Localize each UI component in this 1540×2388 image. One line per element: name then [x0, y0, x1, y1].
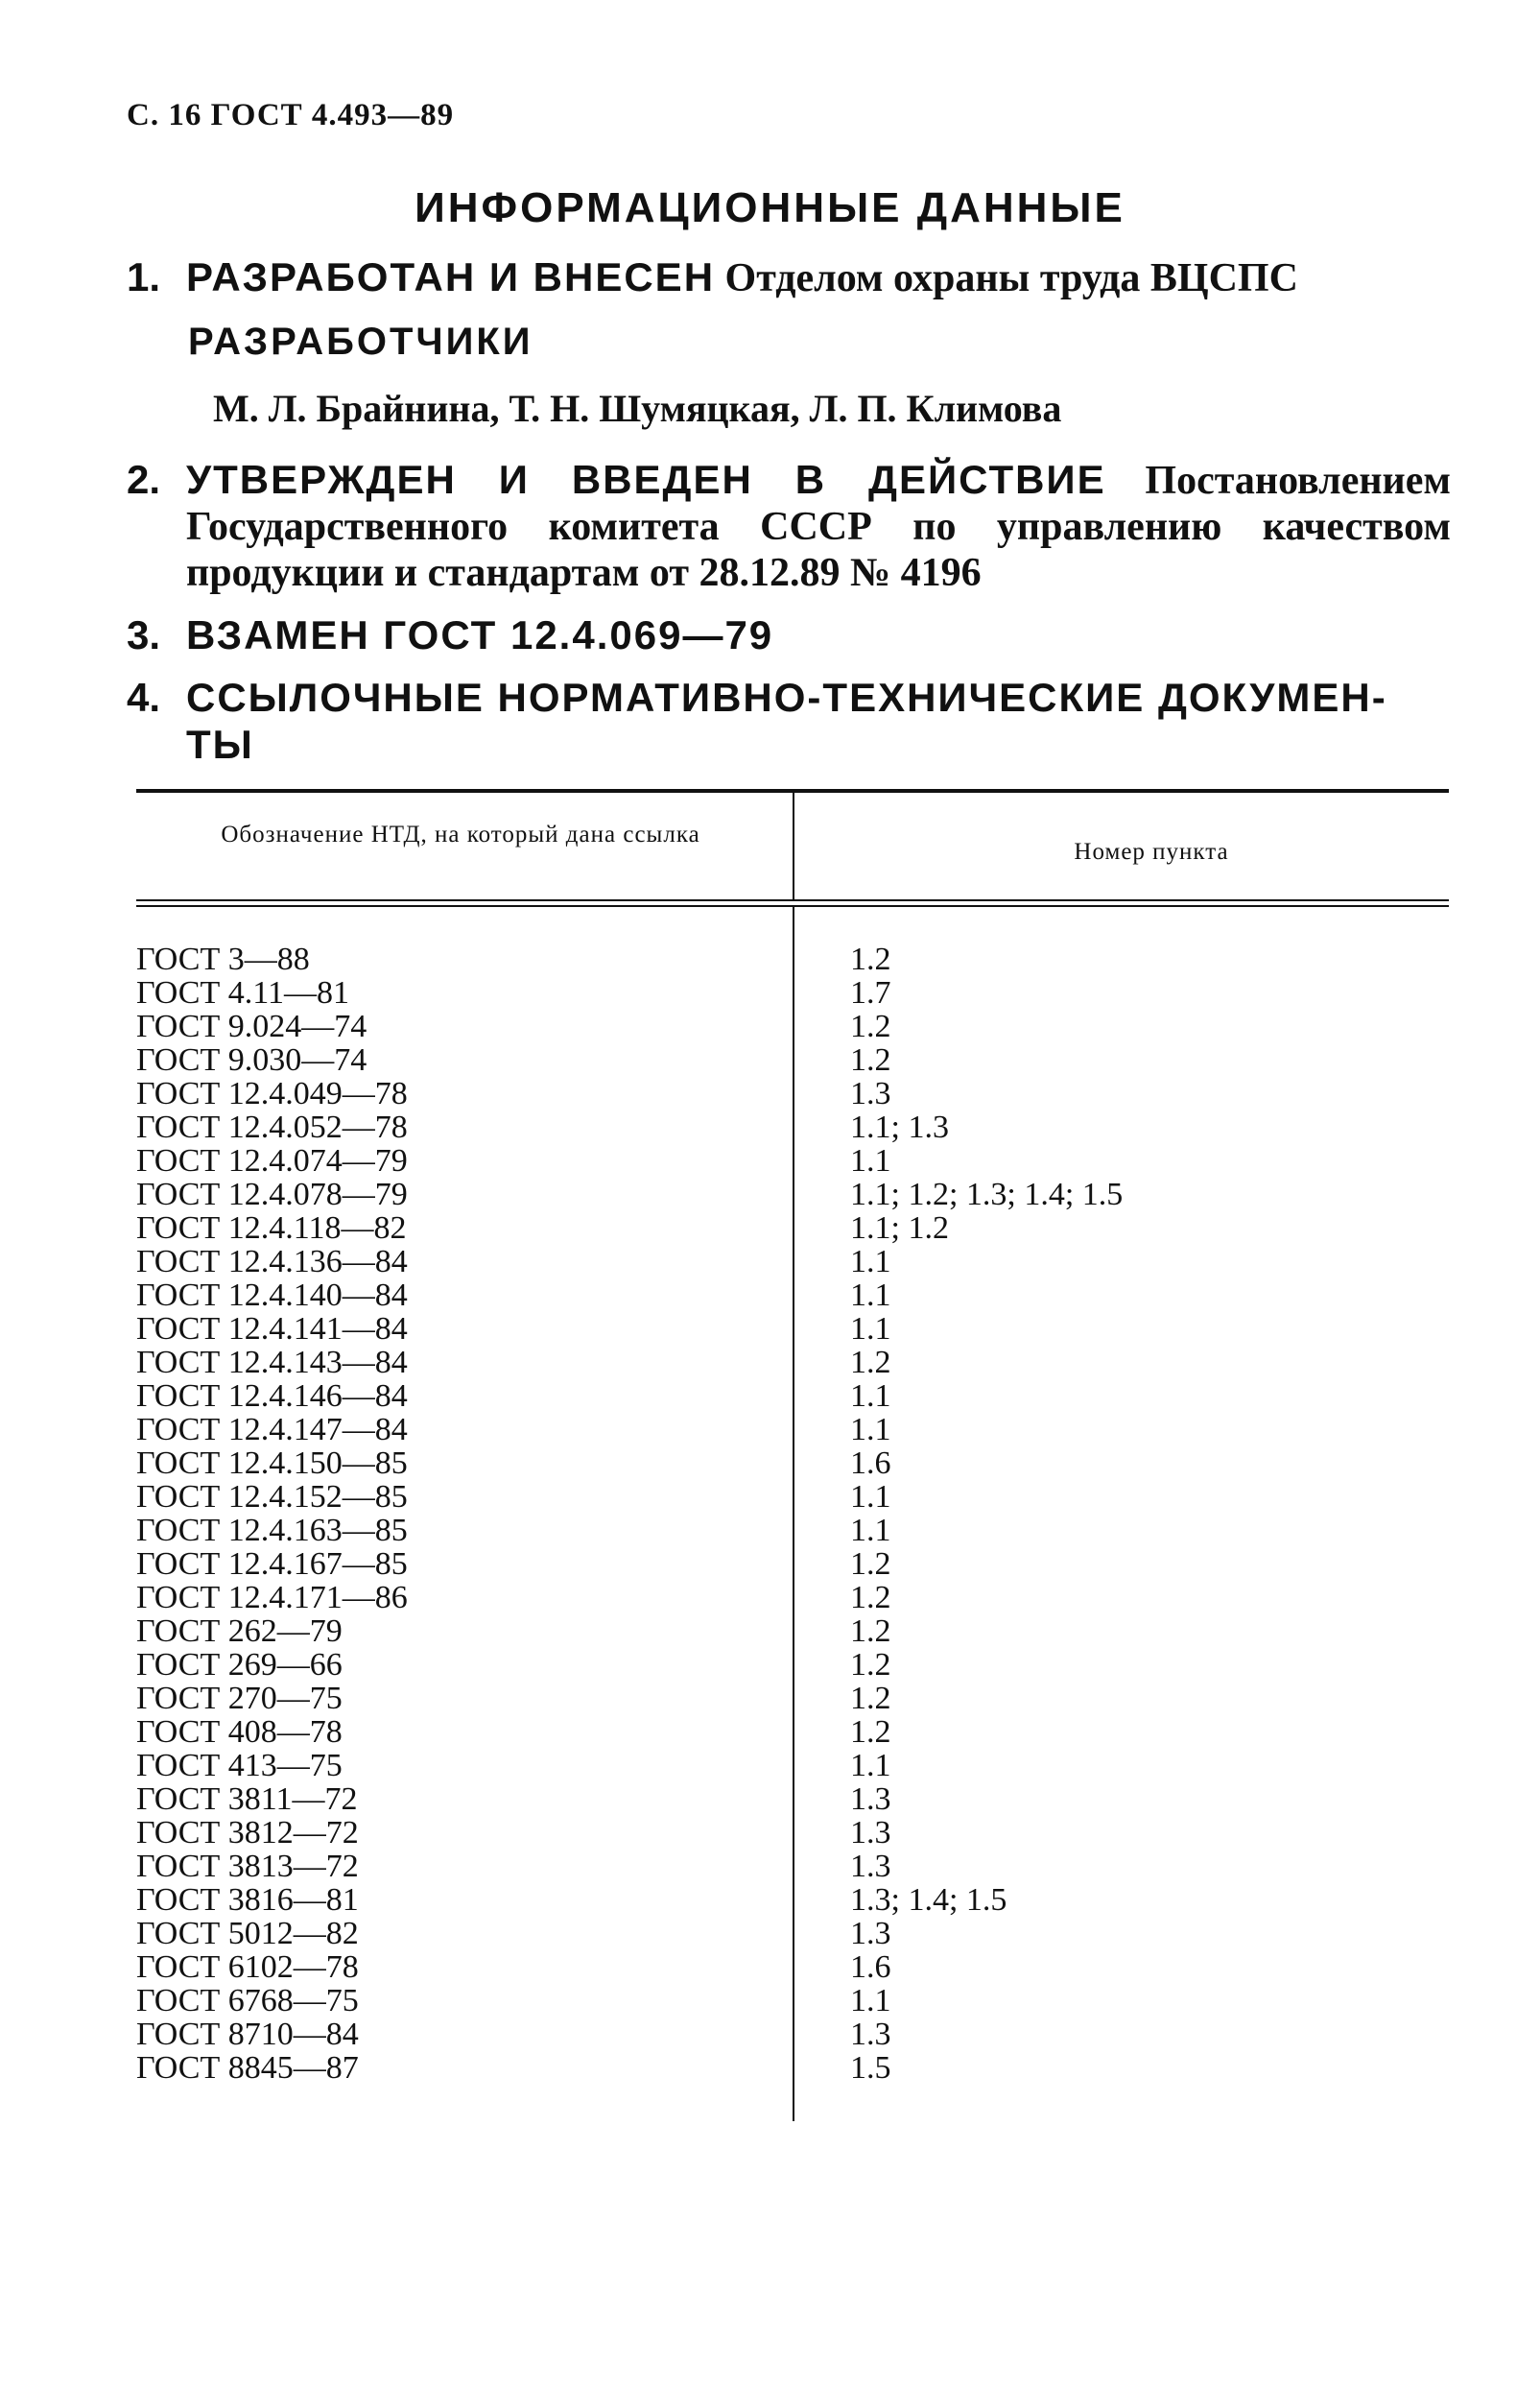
clause-number: 1.1 — [850, 1748, 891, 1783]
clause-number: 1.7 — [850, 975, 891, 1011]
item-4-number: 4. — [127, 675, 161, 720]
item-3 — [127, 612, 1451, 659]
clause-number: 1.2 — [850, 1009, 891, 1044]
ntd-designation: ГОСТ 9.030—74 — [136, 1042, 367, 1078]
clause-number: 1.2 — [850, 1345, 891, 1380]
ntd-designation: ГОСТ 12.4.049—78 — [136, 1076, 408, 1111]
table-header-rule-1 — [136, 899, 1449, 901]
clause-number: 1.3 — [850, 1076, 891, 1111]
authors: М. Л. Брайнина, Т. Н. Шумяцкая, Л. П. Климова — [213, 387, 1062, 430]
ntd-designation: ГОСТ 3—88 — [136, 942, 310, 977]
ntd-designation: ГОСТ 12.4.163—85 — [136, 1513, 408, 1548]
item-1-caps: РАЗРАБОТАН И ВНЕСЕН — [186, 254, 716, 299]
clause-number: 1.3 — [850, 1916, 891, 1951]
ntd-designation: ГОСТ 262—79 — [136, 1613, 343, 1649]
clause-number: 1.2 — [850, 1580, 891, 1615]
ntd-designation: ГОСТ 3816—81 — [136, 1882, 359, 1918]
clause-number: 1.3 — [850, 2017, 891, 2052]
ntd-designation: ГОСТ 9.024—74 — [136, 1009, 367, 1044]
ntd-designation: ГОСТ 12.4.150—85 — [136, 1445, 408, 1481]
ntd-designation: ГОСТ 8710—84 — [136, 2017, 359, 2052]
ntd-designation: ГОСТ 8845—87 — [136, 2050, 359, 2086]
ntd-designation: ГОСТ 12.4.052—78 — [136, 1110, 408, 1145]
ntd-designation: ГОСТ 12.4.136—84 — [136, 1244, 408, 1279]
col1-header: Обозначение НТД, на который дана ссылка — [221, 822, 700, 848]
ntd-designation: ГОСТ 3812—72 — [136, 1815, 359, 1851]
clause-number: 1.1 — [850, 1412, 891, 1447]
item-1-text: Отделом охраны труда ВЦСПС — [724, 256, 1298, 300]
ntd-designation: ГОСТ 12.4.143—84 — [136, 1345, 408, 1380]
clause-number: 1.2 — [850, 1681, 891, 1716]
ntd-designation: ГОСТ 3811—72 — [136, 1781, 358, 1817]
clause-number: 1.3; 1.4; 1.5 — [850, 1882, 1007, 1918]
page-title: ИНФОРМАЦИОННЫЕ ДАННЫЕ — [415, 184, 1125, 231]
clause-number: 1.1 — [850, 1311, 891, 1347]
clause-number: 1.5 — [850, 2050, 891, 2086]
item-3-number: 3. — [127, 612, 161, 657]
item-1-number: 1. — [127, 254, 161, 299]
item-4-caps: ССЫЛОЧНЫЕ НОРМАТИВНО-ТЕХНИЧЕСКИЕ ДОКУМЕН-ТЫ — [186, 675, 1387, 767]
clause-number: 1.2 — [850, 1613, 891, 1649]
item-2-number: 2. — [127, 457, 161, 502]
clause-number: 1.1 — [850, 1513, 891, 1548]
clause-number: 1.3 — [850, 1781, 891, 1817]
clause-number: 1.2 — [850, 1546, 891, 1582]
ntd-designation: ГОСТ 12.4.141—84 — [136, 1311, 408, 1347]
item-2 — [127, 457, 1451, 596]
ntd-designation: ГОСТ 4.11—81 — [136, 975, 349, 1011]
clause-number: 1.1 — [850, 1278, 891, 1313]
item-3-caps: ВЗАМЕН ГОСТ 12.4.069—79 — [186, 612, 774, 657]
clause-number: 1.3 — [850, 1849, 891, 1884]
item-2-text: Постановлением Государственного комитета СССР по управлению качеством продукции и стандартам от 28.12.89 № 4196 — [186, 459, 1452, 595]
clause-number: 1.1 — [850, 1244, 891, 1279]
ntd-designation: ГОСТ 12.4.118—82 — [136, 1210, 407, 1246]
clause-number: 1.1; 1.3 — [850, 1110, 949, 1145]
col2-header: Номер пункта — [1074, 839, 1229, 865]
item-2-caps: УТВЕРЖДЕН И ВВЕДЕН В ДЕЙСТВИЕ — [186, 457, 1106, 502]
clause-number: 1.1 — [850, 1479, 891, 1515]
ntd-designation: ГОСТ 413—75 — [136, 1748, 343, 1783]
clause-number: 1.3 — [850, 1815, 891, 1851]
ntd-designation: ГОСТ 5012—82 — [136, 1916, 359, 1951]
ntd-designation: ГОСТ 3813—72 — [136, 1849, 359, 1884]
ntd-designation: ГОСТ 6102—78 — [136, 1949, 359, 1985]
ntd-designation: ГОСТ 12.4.078—79 — [136, 1177, 408, 1212]
ntd-designation: ГОСТ 12.4.146—84 — [136, 1378, 408, 1414]
table-header-divider — [793, 793, 794, 899]
clause-number: 1.1 — [850, 1983, 891, 2018]
clause-number: 1.2 — [850, 1714, 891, 1750]
ntd-designation: ГОСТ 12.4.147—84 — [136, 1412, 408, 1447]
item-1 — [127, 254, 1451, 301]
ntd-designation: ГОСТ 12.4.074—79 — [136, 1143, 408, 1179]
ntd-designation: ГОСТ 408—78 — [136, 1714, 343, 1750]
clause-number: 1.2 — [850, 942, 891, 977]
ntd-designation: ГОСТ 12.4.152—85 — [136, 1479, 408, 1515]
page-header: С. 16 ГОСТ 4.493—89 — [127, 98, 455, 132]
ntd-designation: ГОСТ 12.4.171—86 — [136, 1580, 408, 1615]
ntd-designation: ГОСТ 12.4.167—85 — [136, 1546, 408, 1582]
clause-number: 1.2 — [850, 1647, 891, 1683]
ntd-designation: ГОСТ 270—75 — [136, 1681, 343, 1716]
clause-number: 1.1; 1.2 — [850, 1210, 949, 1246]
clause-number: 1.6 — [850, 1949, 891, 1985]
clause-number: 1.1 — [850, 1378, 891, 1414]
item-4 — [127, 675, 1451, 769]
developers-label: РАЗРАБОТЧИКИ — [188, 321, 533, 363]
table-column-divider — [793, 907, 794, 2121]
ntd-designation: ГОСТ 6768—75 — [136, 1983, 359, 2018]
clause-number: 1.1; 1.2; 1.3; 1.4; 1.5 — [850, 1177, 1124, 1212]
clause-number: 1.6 — [850, 1445, 891, 1481]
clause-number: 1.2 — [850, 1042, 891, 1078]
ntd-designation: ГОСТ 12.4.140—84 — [136, 1278, 408, 1313]
ntd-designation: ГОСТ 269—66 — [136, 1647, 343, 1683]
clause-number: 1.1 — [850, 1143, 891, 1179]
